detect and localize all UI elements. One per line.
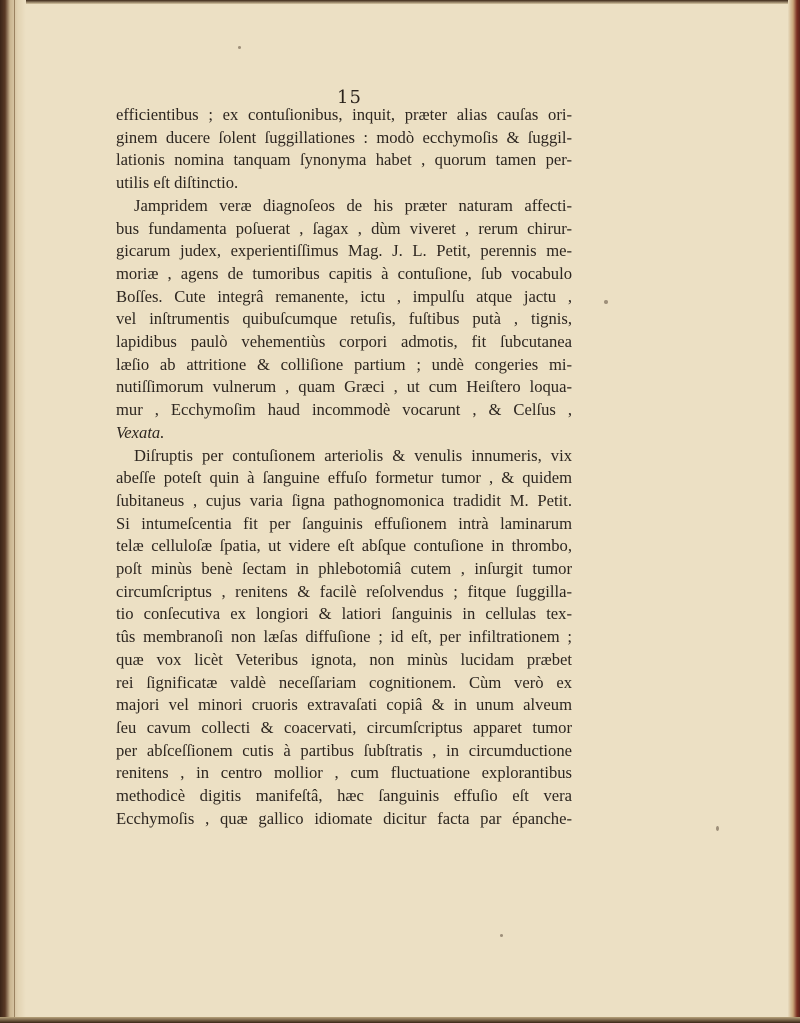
text-line: Ecchymoſis , quæ gallico idiomate dicitur facta par épanche- — [116, 808, 572, 828]
page-bottom-edge — [0, 1017, 800, 1023]
text-line: gicarum judex, experientiſſimus Mag. J. L. Petit, perennis me- — [116, 241, 572, 261]
text-line: bus fundamenta poſuerat , ſagax , dùm viveret , rerum chirur- — [116, 218, 572, 238]
gutter-fold-line — [14, 0, 15, 1023]
paper-speck — [604, 300, 608, 304]
text-line: renitens , in centro mollior , cum fluctuatione explorantibus — [116, 763, 572, 783]
text-line: Diſruptis per contuſionem arteriolis & venulis innumeris, vix — [134, 445, 572, 465]
text-line: circumſcriptus , renitens & facilè reſolvendus ; fitque ſuggilla- — [116, 581, 572, 601]
paper-speck — [500, 934, 503, 937]
book-gutter — [0, 0, 26, 1023]
text-line: methodicè digitis manifeſtâ, hæc ſanguinis effuſio eſt vera — [116, 786, 572, 806]
page-number: 15 — [337, 87, 362, 108]
text-line: efficientibus ; ex contuſionibus, inquit, præter alias cauſas ori- — [116, 105, 572, 124]
text-line: moriæ , agens de tumoribus capitis à contuſione, ſub vocabulo — [116, 263, 572, 283]
text-line: læſio ab attritione & colliſione partium ; undè congeries mi- — [116, 354, 572, 374]
text-line: telæ celluloſæ ſpatia, ut videre eſt abſque contuſione in thrombo, — [116, 536, 572, 556]
text-line: Jampridem veræ diagnoſeos de his præter naturam affecti- — [134, 195, 572, 215]
page-right-edge — [788, 0, 800, 1023]
paper-speck — [238, 46, 241, 49]
text-line: mur , Ecchymoſim haud incommodè vocarunt , & Celſus , — [116, 400, 572, 420]
text-line: tio conſecutiva ex longiori & latiori ſanguinis in cellulas tex- — [116, 604, 572, 624]
text-line: Boſſes. Cute integrâ remanente, ictu , impulſu atque jactu , — [116, 286, 572, 306]
text-line: ſeu cavum collecti & coacervati, circumſcriptus apparet tumor — [116, 717, 572, 737]
text-line: utilis eſt diſtinctio. — [116, 173, 239, 193]
body-text — [116, 104, 572, 831]
text-line: nutiſſimorum vulnerum , quam Græci , ut cum Heiſtero loqua- — [116, 377, 572, 397]
text-line: per abſceſſionem cutis à partibus ſubſtratis , in circumductione — [116, 740, 572, 760]
text-line: majori vel minori cruoris extravaſati copiâ & in unum alveum — [116, 695, 572, 715]
text-line: quæ vox licèt Veteribus ignota, non minùs lucidam præbet — [116, 649, 572, 669]
text-line: ſubitaneus , cujus varia ſigna pathognomonica tradidit M. Petit. — [116, 490, 572, 510]
text-line: lapidibus paulò vehementiùs corpori admotis, fit ſubcutanea — [116, 332, 572, 352]
text-line: ginem ducere ſolent ſuggillationes : modò ecchymoſis & ſuggil- — [116, 127, 572, 147]
text-line: vel inſtrumentis quibuſcumque retuſis, fuſtibus putà , tignis, — [116, 309, 572, 329]
text-line: rei ſignificatæ valdè neceſſariam cognitionem. Cùm verò ex — [116, 672, 572, 692]
text-line: lationis nomina tanquam ſynonyma habet , quorum tamen per- — [116, 150, 572, 170]
text-line: abeſſe poteſt quin à ſanguine effuſo formetur tumor , & quidem — [116, 468, 572, 488]
text-line: Si intumeſcentia fit per ſanguinis effuſionem intrà laminarum — [116, 513, 572, 533]
text-line: Vexata. — [116, 422, 165, 442]
text-line: poſt minùs benè ſectam in phlebotomiâ cutem , inſurgit tumor — [116, 559, 572, 579]
paper-speck — [716, 826, 719, 831]
text-line: tûs membranoſi non læſas diffuſione ; id eſt, per infiltrationem ; — [116, 627, 572, 647]
page-top-edge — [0, 0, 800, 4]
